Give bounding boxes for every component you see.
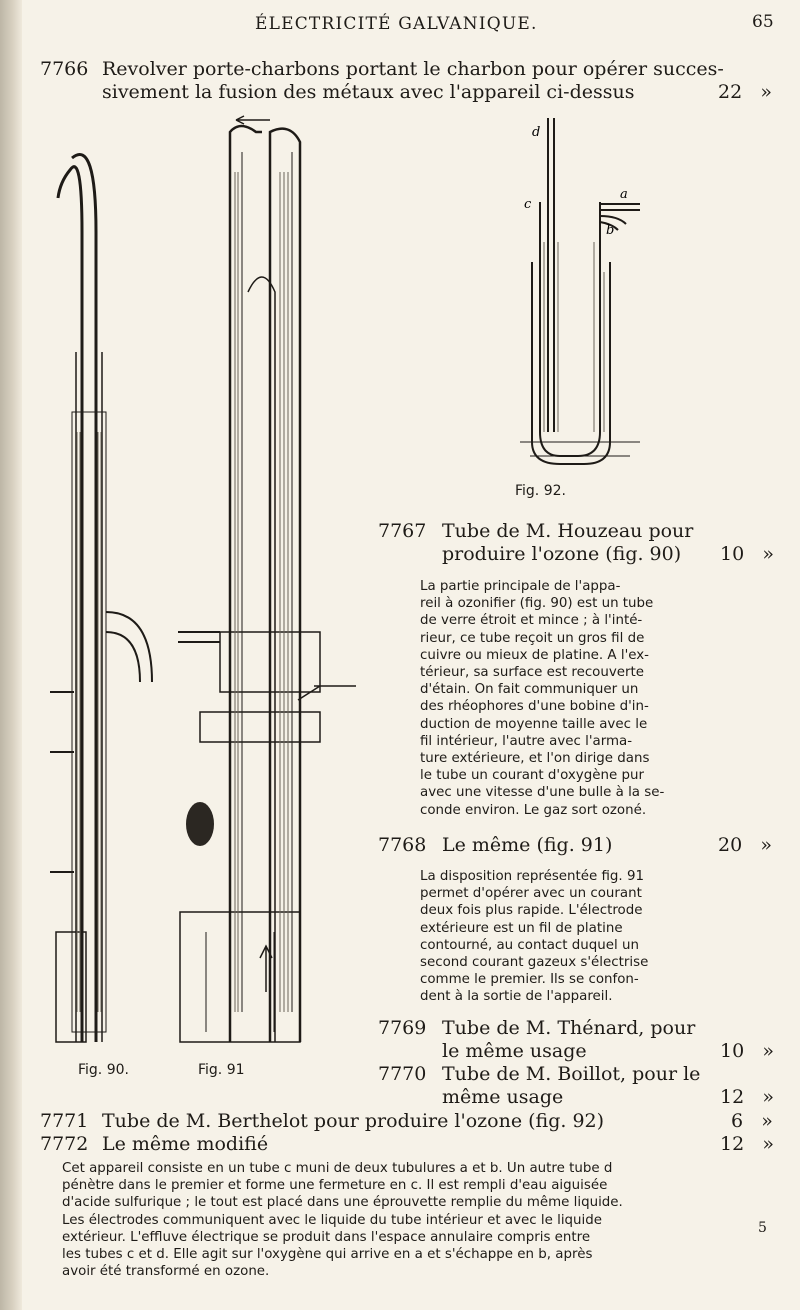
text-line: La disposition représentée fig. 91 [420,869,644,884]
entry-text: Le même (fig. 91) [442,834,613,856]
price-unit: » [760,834,772,856]
text-line: les tubes c et d. Elle agit sur l'oxygène qui arrive en a et s'échappe en b, après [62,1247,593,1263]
price-unit: » [761,1110,773,1132]
catalog-entry-7768 [378,834,612,856]
text-line: La partie principale de l'appa- [420,579,621,594]
text-line: cuivre ou mieux de platine. A l'ex- [420,647,650,663]
entry-price-7767 [720,543,774,565]
catalog-entry-7770-line1 [378,1063,700,1085]
fig92-label-a: a [620,187,628,202]
fig92-apparatus [520,118,640,464]
catalog-entry-7771 [40,1110,604,1132]
text-line: permet d'opérer avec un courant [420,886,642,902]
entry-text: Tube de M. Boillot, pour le [442,1063,701,1085]
catalog-entry-7769-line1 [378,1017,695,1039]
entry-text: Tube de M. Berthelot pour produire l'ozone (fig. 92) [102,1110,605,1132]
figure-92-illustration [500,112,660,472]
text-line: ture extérieure, et l'on dirige dans [420,751,650,767]
text-line: deux fois plus rapide. L'électrode [420,903,643,919]
text-line: fil intérieur, l'autre avec l'arma- [420,733,633,749]
price-value: 12 [720,1133,745,1155]
entry-price-7772 [720,1133,774,1155]
text-line: Cet appareil consiste en un tube c muni de deux tubulures a et b. Un autre tube d [62,1161,613,1176]
description-7767 [420,578,680,819]
price-unit: » [762,1133,774,1155]
entry-price-7771 [731,1110,773,1132]
fig90-caption: Fig. 90. [78,1062,129,1078]
text-line: comme le premier. Ils se confon- [420,972,639,988]
description-7768 [420,868,680,1006]
text-line: des rhéophores d'une bobine d'in- [420,699,649,715]
catalog-entry-7766-line1 [40,58,724,80]
entry-price-7768 [718,834,772,856]
text-line: contourné, au contact duquel un [420,937,639,953]
catalog-entry-7772 [40,1133,268,1155]
running-title: ÉLECTRICITÉ GALVANIQUE. [255,14,538,34]
entry-text: Le même modifié [102,1133,269,1155]
catalog-entry-7770-line2: même usage [442,1086,564,1108]
entry-number: 7770 [378,1063,427,1085]
text-line: avoir été transformé en ozone. [62,1264,270,1280]
text-line: reil à ozonifier (fig. 90) est un tube [420,596,654,612]
page-number: 65 [752,12,774,32]
entry-number: 7772 [40,1133,89,1155]
signature-mark: 5 [758,1220,767,1236]
description-7772 [62,1160,722,1280]
catalog-entry-7767-line2: produire l'ozone (fig. 90) [442,543,682,565]
fig91-hatching [235,172,288,1012]
entry-number: 7771 [40,1110,89,1132]
fig91-tube [178,126,356,1042]
price-value: 22 [718,81,743,103]
text-line: second courant gazeux s'électrise [420,955,649,971]
fig92-label-d: d [532,125,541,140]
text-line: pénètre dans le premier et forme une fermeture en c. Il est rempli d'eau aiguisée [62,1178,608,1194]
entry-price-7766 [718,81,772,103]
entry-number: 7766 [40,58,89,80]
text-line: Les électrodes communiquent avec le liquide du tube intérieur et avec le liquide [62,1212,602,1228]
entry-number: 7769 [378,1017,427,1039]
price-unit: » [762,1086,774,1108]
text-line: extérieur. L'effluve électrique se produit dans l'espace annulaire compris entre [62,1229,591,1245]
text-line: de verre étroit et mince ; à l'inté- [420,613,643,629]
price-unit: » [760,81,772,103]
entry-text: Revolver porte-charbons portant le charbon pour opérer succes- [102,58,724,80]
fig91-arrow [236,116,270,124]
figure-90-91-illustration [30,112,360,1062]
text-line: térieur, sa surface est recouverte [420,665,645,681]
price-value: 12 [720,1086,745,1108]
catalog-entry-7766-line2: sivement la fusion des métaux avec l'appareil ci-dessus [102,81,635,103]
text-line: d'étain. On fait communiquer un [420,682,639,698]
text-line: rieur, ce tube reçoit un gros fil de [420,630,645,646]
catalog-entry-7769-line2: le même usage [442,1040,587,1062]
fig91-caption: Fig. 91 [198,1062,245,1078]
entry-price-7770 [720,1086,774,1108]
price-value: 6 [731,1110,744,1132]
text-line: dent à la sortie de l'appareil. [420,989,613,1005]
text-line: duction de moyenne taille avec le [420,716,648,732]
book-spine-edge [0,0,22,1310]
entry-number: 7768 [378,834,427,856]
text-line: avec une vitesse d'une bulle à la se- [420,785,665,801]
price-value: 20 [718,834,743,856]
price-value: 10 [720,1040,745,1062]
text-line: extérieure est un fil de platine [420,920,623,936]
fig92-label-b: b [606,223,615,238]
entry-number: 7767 [378,520,427,542]
text-line: le tube un courant d'oxygène pur [420,768,644,784]
entry-text: Tube de M. Thénard, pour [442,1017,696,1039]
fig92-caption: Fig. 92. [515,483,566,499]
price-value: 10 [720,543,745,565]
price-unit: » [762,543,774,565]
entry-price-7769 [720,1040,774,1062]
entry-text: Tube de M. Houzeau pour [442,520,694,542]
text-line: conde environ. Le gaz sort ozoné. [420,802,647,818]
text-line: d'acide sulfurique ; le tout est placé dans une éprouvette remplie du même liquide. [62,1195,623,1211]
fig91-stopper [186,802,214,846]
page-header [0,8,800,36]
fig92-label-c: c [524,197,532,212]
price-unit: » [762,1040,774,1062]
catalog-entry-7767-line1 [378,520,693,542]
